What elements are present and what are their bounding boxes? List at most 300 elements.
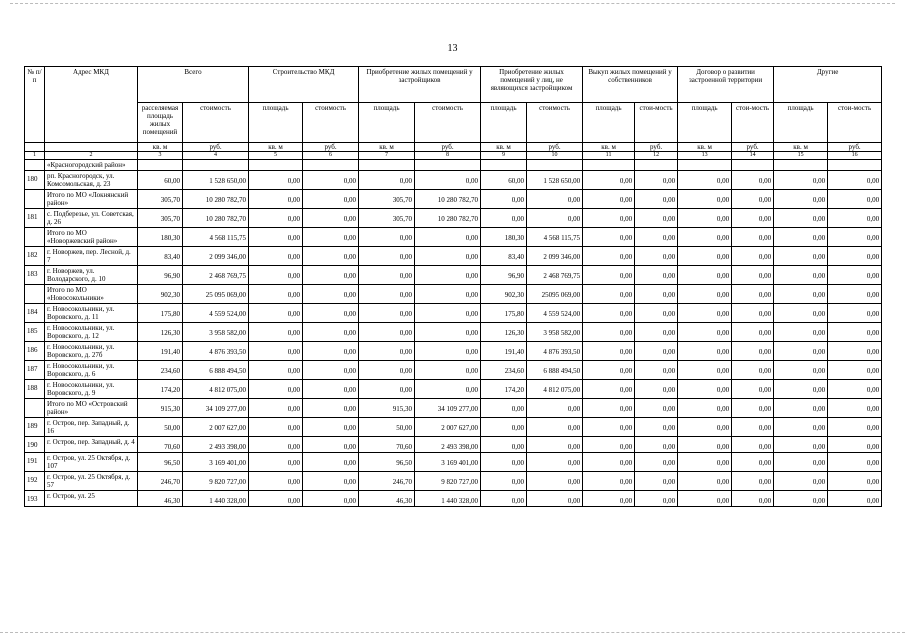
value-cell: 0,00 bbox=[249, 491, 303, 507]
value-cell: 174,20 bbox=[481, 380, 527, 399]
value-cell: 0,00 bbox=[303, 418, 359, 437]
value-cell: 191,40 bbox=[138, 342, 183, 361]
value-cell: 0,00 bbox=[635, 380, 678, 399]
row-address: г. Новоржев, пер. Лесной, д. 7 bbox=[45, 247, 138, 266]
value-cell: 0,00 bbox=[359, 228, 415, 247]
value-cell: 0,00 bbox=[678, 323, 732, 342]
row-address: Итого по МО «Новосокольники» bbox=[45, 285, 138, 304]
unit-cell: руб. bbox=[303, 143, 359, 152]
value-cell: 0,00 bbox=[732, 437, 774, 453]
value-cell: 0,00 bbox=[732, 380, 774, 399]
table-row bbox=[25, 247, 882, 266]
value-cell: 126,30 bbox=[138, 323, 183, 342]
subheader-cell: стои-мость bbox=[635, 103, 678, 143]
value-cell: 0,00 bbox=[732, 418, 774, 437]
unit-cell: кв. м bbox=[249, 143, 303, 152]
value-cell: 0,00 bbox=[303, 399, 359, 418]
row-address: г. Новосокольники, ул. Воровского, д. 9 bbox=[45, 380, 138, 399]
value-cell: 0,00 bbox=[249, 437, 303, 453]
value-cell: 0,00 bbox=[481, 491, 527, 507]
row-number: 184 bbox=[25, 304, 45, 323]
value-cell bbox=[303, 160, 359, 171]
column-index-cell: 1 bbox=[25, 152, 45, 160]
row-address: г. Остров, пер. Западный, д. 4 bbox=[45, 437, 138, 453]
value-cell: 0,00 bbox=[249, 304, 303, 323]
value-cell bbox=[635, 160, 678, 171]
value-cell: 0,00 bbox=[774, 266, 828, 285]
table-row bbox=[25, 437, 882, 453]
value-cell: 0,00 bbox=[828, 323, 882, 342]
value-cell: 0,00 bbox=[774, 323, 828, 342]
value-cell: 46,30 bbox=[359, 491, 415, 507]
unit-cell: руб. bbox=[415, 143, 481, 152]
value-cell: 0,00 bbox=[583, 171, 635, 190]
row-number bbox=[25, 228, 45, 247]
value-cell: 0,00 bbox=[678, 472, 732, 491]
value-cell: 0,00 bbox=[774, 437, 828, 453]
value-cell: 3 169 401,00 bbox=[415, 453, 481, 472]
value-cell: 0,00 bbox=[635, 228, 678, 247]
value-cell: 0,00 bbox=[303, 266, 359, 285]
value-cell: 0,00 bbox=[635, 171, 678, 190]
value-cell: 0,00 bbox=[678, 342, 732, 361]
row-number: 189 bbox=[25, 418, 45, 437]
value-cell: 915,30 bbox=[359, 399, 415, 418]
value-cell: 0,00 bbox=[359, 171, 415, 190]
table-row bbox=[25, 399, 882, 418]
value-cell: 0,00 bbox=[774, 453, 828, 472]
value-cell: 0,00 bbox=[732, 247, 774, 266]
value-cell: 4 812 075,00 bbox=[527, 380, 583, 399]
unit-cell: руб. bbox=[828, 143, 882, 152]
header-address: Адрес МКД bbox=[45, 67, 138, 143]
column-index-cell: 7 bbox=[359, 152, 415, 160]
header-group: Строительство МКД bbox=[249, 67, 359, 103]
table-row bbox=[25, 266, 882, 285]
value-cell: 0,00 bbox=[303, 437, 359, 453]
value-cell: 0,00 bbox=[481, 209, 527, 228]
value-cell: 0,00 bbox=[828, 266, 882, 285]
value-cell: 175,80 bbox=[138, 304, 183, 323]
unit-cell: руб. bbox=[527, 143, 583, 152]
table-row bbox=[25, 209, 882, 228]
row-address: г. Новосокольники, ул. Воровского, д. 6 bbox=[45, 361, 138, 380]
value-cell bbox=[415, 160, 481, 171]
value-cell: 0,00 bbox=[249, 209, 303, 228]
row-address: «Красногородский район» bbox=[45, 160, 138, 171]
value-cell: 4 559 524,00 bbox=[183, 304, 249, 323]
value-cell bbox=[828, 160, 882, 171]
unit-cell: руб. bbox=[183, 143, 249, 152]
value-cell: 0,00 bbox=[415, 342, 481, 361]
row-address: г. Остров, ул. 25 bbox=[45, 491, 138, 507]
value-cell: 0,00 bbox=[527, 437, 583, 453]
value-cell: 902,30 bbox=[481, 285, 527, 304]
value-cell: 0,00 bbox=[828, 437, 882, 453]
value-cell: 246,70 bbox=[359, 472, 415, 491]
table-row bbox=[25, 418, 882, 437]
value-cell: 34 109 277,00 bbox=[183, 399, 249, 418]
value-cell: 10 280 782,70 bbox=[183, 190, 249, 209]
value-cell: 0,00 bbox=[415, 361, 481, 380]
value-cell: 0,00 bbox=[678, 361, 732, 380]
value-cell: 0,00 bbox=[583, 209, 635, 228]
value-cell bbox=[527, 160, 583, 171]
value-cell: 0,00 bbox=[828, 472, 882, 491]
table-row bbox=[25, 323, 882, 342]
value-cell: 0,00 bbox=[249, 380, 303, 399]
table-row bbox=[25, 380, 882, 399]
value-cell: 0,00 bbox=[774, 304, 828, 323]
value-cell: 96,90 bbox=[481, 266, 527, 285]
column-index-cell: 4 bbox=[183, 152, 249, 160]
value-cell: 2 099 346,00 bbox=[183, 247, 249, 266]
table-row bbox=[25, 342, 882, 361]
value-cell: 10 280 782,70 bbox=[415, 209, 481, 228]
value-cell: 0,00 bbox=[415, 171, 481, 190]
row-number: 183 bbox=[25, 266, 45, 285]
value-cell: 0,00 bbox=[481, 472, 527, 491]
value-cell: 0,00 bbox=[732, 399, 774, 418]
table-row bbox=[25, 285, 882, 304]
value-cell: 0,00 bbox=[678, 380, 732, 399]
value-cell: 126,30 bbox=[481, 323, 527, 342]
value-cell: 0,00 bbox=[415, 266, 481, 285]
row-address: с. Подберезье, ул. Советская, д. 26 bbox=[45, 209, 138, 228]
value-cell: 0,00 bbox=[732, 323, 774, 342]
value-cell: 0,00 bbox=[774, 228, 828, 247]
value-cell: 0,00 bbox=[828, 209, 882, 228]
value-cell: 4 876 393,50 bbox=[527, 342, 583, 361]
value-cell: 0,00 bbox=[583, 418, 635, 437]
value-cell: 0,00 bbox=[583, 437, 635, 453]
value-cell: 0,00 bbox=[828, 285, 882, 304]
scan-top-edge bbox=[10, 3, 895, 4]
value-cell: 0,00 bbox=[481, 453, 527, 472]
table-row bbox=[25, 304, 882, 323]
value-cell: 0,00 bbox=[359, 304, 415, 323]
value-cell: 0,00 bbox=[303, 171, 359, 190]
value-cell: 0,00 bbox=[732, 285, 774, 304]
row-number: 187 bbox=[25, 361, 45, 380]
value-cell: 0,00 bbox=[635, 304, 678, 323]
value-cell: 234,60 bbox=[138, 361, 183, 380]
value-cell: 2 468 769,75 bbox=[527, 266, 583, 285]
column-index-cell: 14 bbox=[732, 152, 774, 160]
row-address: г. Новосокольники, ул. Воровского, д. 27б bbox=[45, 342, 138, 361]
row-address: Итого по МО «Островский район» bbox=[45, 399, 138, 418]
value-cell: 1 528 650,00 bbox=[183, 171, 249, 190]
row-number: 190 bbox=[25, 437, 45, 453]
value-cell: 70,60 bbox=[138, 437, 183, 453]
value-cell: 0,00 bbox=[732, 361, 774, 380]
value-cell: 0,00 bbox=[635, 491, 678, 507]
value-cell bbox=[249, 160, 303, 171]
value-cell: 0,00 bbox=[678, 285, 732, 304]
value-cell: 34 109 277,00 bbox=[415, 399, 481, 418]
value-cell: 0,00 bbox=[249, 472, 303, 491]
value-cell: 0,00 bbox=[732, 228, 774, 247]
value-cell: 0,00 bbox=[678, 437, 732, 453]
value-cell: 96,90 bbox=[138, 266, 183, 285]
value-cell: 96,50 bbox=[138, 453, 183, 472]
value-cell: 4 559 524,00 bbox=[527, 304, 583, 323]
row-address: рп. Красногородск, ул. Комсомольская, д. 23 bbox=[45, 171, 138, 190]
value-cell: 0,00 bbox=[774, 342, 828, 361]
value-cell: 0,00 bbox=[527, 491, 583, 507]
value-cell: 0,00 bbox=[678, 453, 732, 472]
row-address: г. Новосокольники, ул. Воровского, д. 11 bbox=[45, 304, 138, 323]
header-group: Выкуп жилых помещений у собственников bbox=[583, 67, 678, 103]
value-cell: 0,00 bbox=[732, 342, 774, 361]
value-cell bbox=[732, 160, 774, 171]
value-cell: 0,00 bbox=[481, 399, 527, 418]
value-cell: 0,00 bbox=[828, 399, 882, 418]
column-index-cell: 13 bbox=[678, 152, 732, 160]
value-cell: 96,50 bbox=[359, 453, 415, 472]
value-cell: 0,00 bbox=[359, 380, 415, 399]
value-cell: 0,00 bbox=[481, 190, 527, 209]
value-cell: 0,00 bbox=[583, 228, 635, 247]
value-cell: 0,00 bbox=[635, 266, 678, 285]
value-cell: 0,00 bbox=[249, 453, 303, 472]
value-cell: 83,40 bbox=[481, 247, 527, 266]
row-number: 193 bbox=[25, 491, 45, 507]
value-cell: 0,00 bbox=[678, 247, 732, 266]
value-cell: 0,00 bbox=[249, 190, 303, 209]
value-cell: 0,00 bbox=[774, 361, 828, 380]
value-cell: 0,00 bbox=[732, 190, 774, 209]
value-cell: 175,80 bbox=[481, 304, 527, 323]
value-cell: 0,00 bbox=[828, 361, 882, 380]
value-cell: 0,00 bbox=[583, 247, 635, 266]
value-cell: 0,00 bbox=[415, 323, 481, 342]
row-number: 188 bbox=[25, 380, 45, 399]
column-index-cell: 15 bbox=[774, 152, 828, 160]
unit-cell: кв. м bbox=[481, 143, 527, 152]
value-cell: 0,00 bbox=[678, 418, 732, 437]
column-index-cell: 8 bbox=[415, 152, 481, 160]
row-address: г. Новосокольники, ул. Воровского, д. 12 bbox=[45, 323, 138, 342]
value-cell: 4 568 115,75 bbox=[183, 228, 249, 247]
value-cell: 2 007 627,00 bbox=[183, 418, 249, 437]
value-cell: 9 820 727,00 bbox=[415, 472, 481, 491]
row-address: г. Остров, пер. Западный, д. 16 bbox=[45, 418, 138, 437]
value-cell: 60,00 bbox=[138, 171, 183, 190]
column-index-cell: 6 bbox=[303, 152, 359, 160]
header-group: Другие bbox=[774, 67, 882, 103]
table-header bbox=[25, 67, 882, 160]
value-cell: 0,00 bbox=[678, 171, 732, 190]
value-cell: 234,60 bbox=[481, 361, 527, 380]
value-cell: 0,00 bbox=[774, 285, 828, 304]
row-number: 192 bbox=[25, 472, 45, 491]
unit-cell: кв. м bbox=[774, 143, 828, 152]
value-cell: 2 099 346,00 bbox=[527, 247, 583, 266]
header-group: Приобретение жилых помещений у лиц, не являющихся застройщиком bbox=[481, 67, 583, 103]
value-cell: 83,40 bbox=[138, 247, 183, 266]
value-cell: 0,00 bbox=[635, 342, 678, 361]
value-cell: 191,40 bbox=[481, 342, 527, 361]
column-index-cell: 9 bbox=[481, 152, 527, 160]
value-cell bbox=[774, 160, 828, 171]
header-no: № п/п bbox=[25, 67, 45, 143]
value-cell: 0,00 bbox=[527, 399, 583, 418]
subheader-cell: площадь bbox=[774, 103, 828, 143]
header-group: Всего bbox=[138, 67, 249, 103]
value-cell: 1 440 328,00 bbox=[183, 491, 249, 507]
value-cell: 0,00 bbox=[732, 453, 774, 472]
value-cell: 0,00 bbox=[635, 399, 678, 418]
value-cell: 3 958 582,00 bbox=[183, 323, 249, 342]
value-cell: 0,00 bbox=[732, 266, 774, 285]
value-cell: 0,00 bbox=[249, 228, 303, 247]
value-cell: 0,00 bbox=[774, 209, 828, 228]
value-cell: 0,00 bbox=[415, 247, 481, 266]
value-cell: 6 888 494,50 bbox=[183, 361, 249, 380]
value-cell bbox=[678, 160, 732, 171]
row-number: 186 bbox=[25, 342, 45, 361]
row-number: 181 bbox=[25, 209, 45, 228]
value-cell: 0,00 bbox=[774, 190, 828, 209]
row-number: 185 bbox=[25, 323, 45, 342]
subheader-cell: площадь bbox=[481, 103, 527, 143]
value-cell: 305,70 bbox=[359, 209, 415, 228]
value-cell: 0,00 bbox=[774, 171, 828, 190]
value-cell: 9 820 727,00 bbox=[183, 472, 249, 491]
row-number: 180 bbox=[25, 171, 45, 190]
value-cell: 0,00 bbox=[635, 472, 678, 491]
value-cell: 50,00 bbox=[359, 418, 415, 437]
value-cell: 0,00 bbox=[249, 399, 303, 418]
value-cell: 0,00 bbox=[583, 190, 635, 209]
value-cell: 2 007 627,00 bbox=[415, 418, 481, 437]
value-cell: 0,00 bbox=[249, 323, 303, 342]
value-cell: 0,00 bbox=[527, 472, 583, 491]
value-cell: 0,00 bbox=[359, 285, 415, 304]
value-cell: 915,30 bbox=[138, 399, 183, 418]
value-cell: 0,00 bbox=[303, 342, 359, 361]
value-cell: 0,00 bbox=[303, 472, 359, 491]
value-cell: 4 812 075,00 bbox=[183, 380, 249, 399]
value-cell: 0,00 bbox=[303, 209, 359, 228]
value-cell bbox=[583, 160, 635, 171]
value-cell: 0,00 bbox=[583, 342, 635, 361]
value-cell: 3 958 582,00 bbox=[527, 323, 583, 342]
value-cell: 0,00 bbox=[583, 453, 635, 472]
value-cell: 0,00 bbox=[774, 491, 828, 507]
column-index-cell: 11 bbox=[583, 152, 635, 160]
value-cell: 70,60 bbox=[359, 437, 415, 453]
row-address: г. Остров, ул. 25 Октября, д. 57 bbox=[45, 472, 138, 491]
unit-cell: кв. м bbox=[138, 143, 183, 152]
value-cell: 0,00 bbox=[415, 285, 481, 304]
value-cell: 902,30 bbox=[138, 285, 183, 304]
value-cell: 0,00 bbox=[583, 472, 635, 491]
value-cell: 0,00 bbox=[249, 171, 303, 190]
table-row bbox=[25, 171, 882, 190]
row-number bbox=[25, 160, 45, 171]
value-cell: 4 876 393,50 bbox=[183, 342, 249, 361]
row-address: Итого по МО «Локнянский район» bbox=[45, 190, 138, 209]
table-row bbox=[25, 228, 882, 247]
value-cell: 0,00 bbox=[303, 361, 359, 380]
value-cell: 0,00 bbox=[828, 304, 882, 323]
value-cell: 0,00 bbox=[732, 472, 774, 491]
header-group: Договор о развитии застроенной территории bbox=[678, 67, 774, 103]
value-cell: 0,00 bbox=[583, 323, 635, 342]
value-cell: 180,30 bbox=[138, 228, 183, 247]
value-cell: 0,00 bbox=[583, 285, 635, 304]
value-cell: 0,00 bbox=[774, 247, 828, 266]
value-cell: 0,00 bbox=[249, 247, 303, 266]
value-cell: 0,00 bbox=[303, 247, 359, 266]
row-number: 182 bbox=[25, 247, 45, 266]
value-cell: 10 280 782,70 bbox=[183, 209, 249, 228]
value-cell: 0,00 bbox=[359, 323, 415, 342]
value-cell: 25095 069,00 bbox=[527, 285, 583, 304]
value-cell: 0,00 bbox=[303, 323, 359, 342]
value-cell: 1 528 650,00 bbox=[527, 171, 583, 190]
value-cell: 0,00 bbox=[732, 304, 774, 323]
value-cell: 305,70 bbox=[359, 190, 415, 209]
value-cell: 2 468 769,75 bbox=[183, 266, 249, 285]
value-cell: 0,00 bbox=[359, 266, 415, 285]
value-cell: 0,00 bbox=[678, 491, 732, 507]
subheader-cell: стоимость bbox=[303, 103, 359, 143]
subheader-cell: площадь bbox=[359, 103, 415, 143]
subheader-cell: стои-мость bbox=[828, 103, 882, 143]
value-cell: 0,00 bbox=[303, 228, 359, 247]
value-cell: 180,30 bbox=[481, 228, 527, 247]
page-number: 13 bbox=[447, 43, 458, 54]
subheader-cell: стоимость bbox=[415, 103, 481, 143]
value-cell: 0,00 bbox=[359, 361, 415, 380]
table-body bbox=[25, 160, 882, 507]
subheader-cell: стои-мость bbox=[732, 103, 774, 143]
value-cell: 0,00 bbox=[415, 304, 481, 323]
value-cell: 0,00 bbox=[249, 418, 303, 437]
column-index-cell: 10 bbox=[527, 152, 583, 160]
value-cell: 0,00 bbox=[828, 171, 882, 190]
table-row bbox=[25, 453, 882, 472]
unit-cell: руб. bbox=[635, 143, 678, 152]
value-cell: 246,70 bbox=[138, 472, 183, 491]
value-cell: 0,00 bbox=[481, 437, 527, 453]
value-cell: 0,00 bbox=[249, 342, 303, 361]
unit-cell: кв. м bbox=[583, 143, 635, 152]
column-index-cell: 5 bbox=[249, 152, 303, 160]
column-index-cell: 12 bbox=[635, 152, 678, 160]
value-cell: 0,00 bbox=[828, 247, 882, 266]
subheader-cell: стоимость bbox=[183, 103, 249, 143]
value-cell: 0,00 bbox=[678, 190, 732, 209]
value-cell: 0,00 bbox=[249, 266, 303, 285]
table-row bbox=[25, 472, 882, 491]
value-cell: 0,00 bbox=[583, 380, 635, 399]
value-cell: 0,00 bbox=[635, 418, 678, 437]
row-number bbox=[25, 190, 45, 209]
row-number bbox=[25, 285, 45, 304]
value-cell: 2 493 398,00 bbox=[183, 437, 249, 453]
value-cell: 0,00 bbox=[583, 399, 635, 418]
value-cell: 0,00 bbox=[774, 472, 828, 491]
subheader-cell: стоимость bbox=[527, 103, 583, 143]
value-cell: 0,00 bbox=[828, 342, 882, 361]
value-cell: 0,00 bbox=[828, 228, 882, 247]
value-cell: 0,00 bbox=[732, 171, 774, 190]
value-cell: 0,00 bbox=[828, 491, 882, 507]
